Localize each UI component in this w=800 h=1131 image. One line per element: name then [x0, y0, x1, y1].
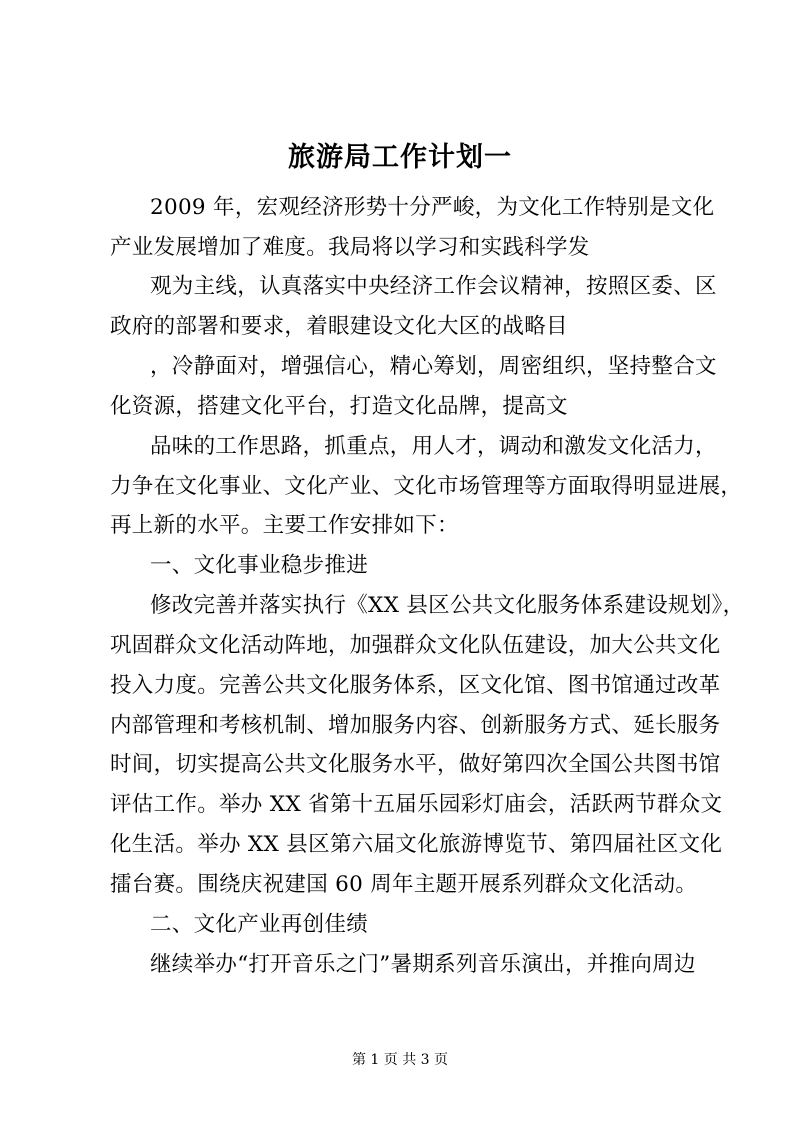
body-line: 观为主线，认真落实中央经济工作会议精神，按照区委、区 — [150, 274, 717, 299]
body-line: 时间，切实提高公共文化服务水平，做好第四次全国公共图书馆 — [110, 752, 721, 777]
body-line: 修改完善并落实执行《XX 县区公共文化服务体系建设规划》， — [150, 593, 745, 618]
body-line: 政府的部署和要求，着眼建设文化大区的战略目 — [110, 314, 568, 339]
body-line: ，冷静面对，增强信心，精心筹划，周密组织，坚持整合文 — [150, 354, 717, 379]
body-line: 化资源，搭建文化平台，打造文化品牌，提高文 — [110, 394, 568, 419]
page-footer: 第 1 页 共 3 页 — [351, 1052, 449, 1068]
body-line: 品味的工作思路，抓重点，用人才，调动和激发文化活力， — [150, 434, 717, 459]
document-title: 旅游局工作计划一 — [288, 142, 512, 173]
body-line: 产业发展增加了难度。我局将以学习和实践科学发 — [110, 235, 590, 260]
body-line: 评估工作。举办 XX 省第十五届乐园彩灯庙会，活跃两节群众文 — [110, 792, 723, 817]
section-heading: 一、文化事业稳步推进 — [150, 553, 369, 578]
body-line: 力争在文化事业、文化产业、文化市场管理等方面取得明显进展， — [110, 474, 743, 499]
body-line: 内部管理和考核机制、增加服务内容、创新服务方式、延长服务 — [110, 713, 721, 738]
body-line: 再上新的水平。主要工作安排如下： — [110, 513, 459, 538]
body-line: 擂台赛。围绕庆祝建国 60 周年主题开展系列群众文化活动。 — [110, 872, 698, 897]
section-heading: 二、文化产业再创佳绩 — [150, 912, 369, 937]
body-line: 投入力度。完善公共文化服务体系，区文化馆、图书馆通过改革 — [110, 673, 721, 698]
body-line: 2009 年，宏观经济形势十分严峻，为文化工作特别是文化 — [150, 195, 715, 220]
body-line: 化生活。举办 XX 县区第六届文化旅游博览节、第四届社区文化 — [110, 832, 723, 857]
body-line: 继续举办“打开音乐之门”暑期系列音乐演出，并推向周边 — [150, 952, 696, 977]
body-line: 巩固群众文化活动阵地，加强群众文化队伍建设，加大公共文化 — [110, 633, 721, 658]
